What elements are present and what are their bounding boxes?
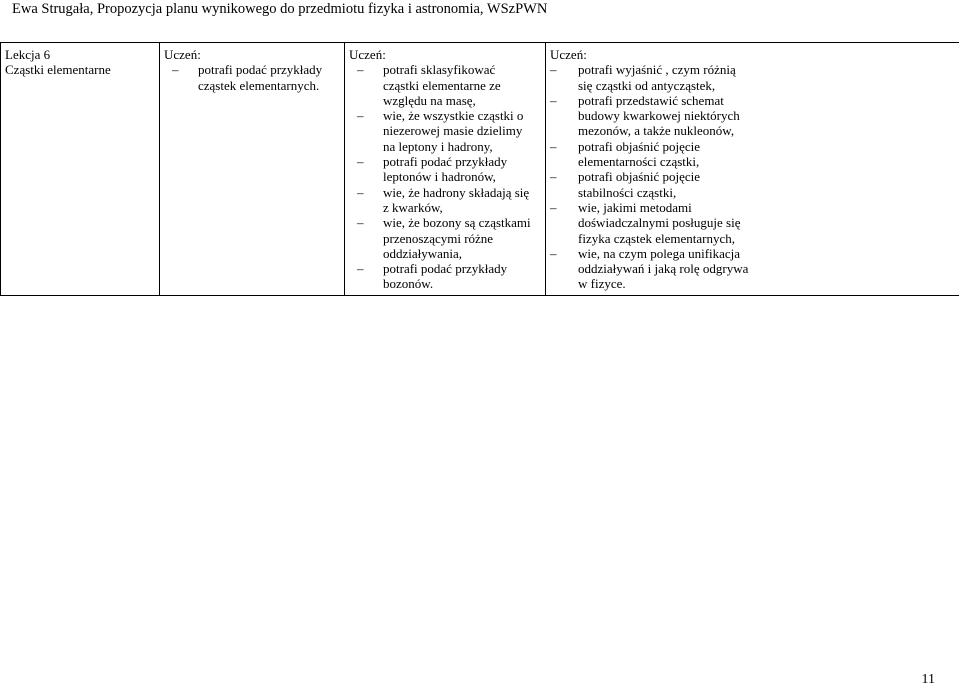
dash-bullet: – xyxy=(550,169,557,184)
lesson-topic: Cząstki elementarne xyxy=(5,62,155,77)
list-item: – potrafi wyjaśnić , czym różnią się cząstki od antycząstek, xyxy=(550,62,959,93)
lesson-plan-table xyxy=(0,42,959,296)
requirements-list xyxy=(164,62,340,93)
list-item: – wie, na czym polega unifikacja oddziaływań i jaką rolę odgrywa w fizyce. xyxy=(550,246,959,292)
list-item: – potrafi podać przykłady bozonów. xyxy=(349,261,541,292)
dash-bullet: – xyxy=(357,108,364,123)
page-header: Ewa Strugała, Propozycja planu wynikowego do przedmiotu fizyka i astronomia, WSzPWN xyxy=(12,0,547,18)
dash-bullet: – xyxy=(357,185,364,200)
dash-bullet: – xyxy=(550,139,557,154)
dash-bullet: – xyxy=(550,62,557,77)
dash-bullet: – xyxy=(357,215,364,230)
lesson-number: Lekcja 6 xyxy=(5,47,155,62)
list-item: – potrafi objaśnić pojęcie stabilności cząstki, xyxy=(550,169,959,200)
dash-bullet: – xyxy=(357,62,364,77)
requirements-cell-extended xyxy=(345,43,546,296)
column-heading: Uczeń: xyxy=(164,47,340,62)
dash-bullet: – xyxy=(357,261,364,276)
dash-bullet: – xyxy=(357,154,364,169)
dash-bullet: – xyxy=(550,93,557,108)
requirements-cell-advanced xyxy=(546,43,959,296)
table-row xyxy=(1,43,959,296)
list-item: – potrafi podać przykłady cząstek elementarnych. xyxy=(164,62,340,93)
list-item: – potrafi objaśnić pojęcie elementarności cząstki, xyxy=(550,139,959,170)
requirements-cell-basic xyxy=(160,43,345,296)
requirements-list xyxy=(349,62,541,291)
page-number: 11 xyxy=(922,673,935,687)
column-heading: Uczeń: xyxy=(349,47,541,62)
list-item: – potrafi sklasyfikować cząstki elementarne ze względu na masę, xyxy=(349,62,541,108)
list-item: – wie, że wszystkie cząstki o niezerowej masie dzielimy na leptony i hadrony, xyxy=(349,108,541,154)
dash-bullet: – xyxy=(172,62,179,77)
dash-bullet: – xyxy=(550,200,557,215)
requirements-list xyxy=(550,62,959,291)
list-item: – wie, że bozony są cząstkami przenoszącymi różne oddziaływania, xyxy=(349,215,541,261)
lesson-cell xyxy=(1,43,160,296)
dash-bullet: – xyxy=(550,246,557,261)
list-item: – wie, że hadrony składają się z kwarków, xyxy=(349,185,541,216)
column-heading: Uczeń: xyxy=(550,47,959,62)
list-item: – wie, jakimi metodami doświadczalnymi posługuje się fizyka cząstek elementarnych, xyxy=(550,200,959,246)
list-item: – potrafi podać przykłady leptonów i hadronów, xyxy=(349,154,541,185)
list-item: – potrafi przedstawić schemat budowy kwarkowej niektórych mezonów, a także nukleonów, xyxy=(550,93,959,139)
